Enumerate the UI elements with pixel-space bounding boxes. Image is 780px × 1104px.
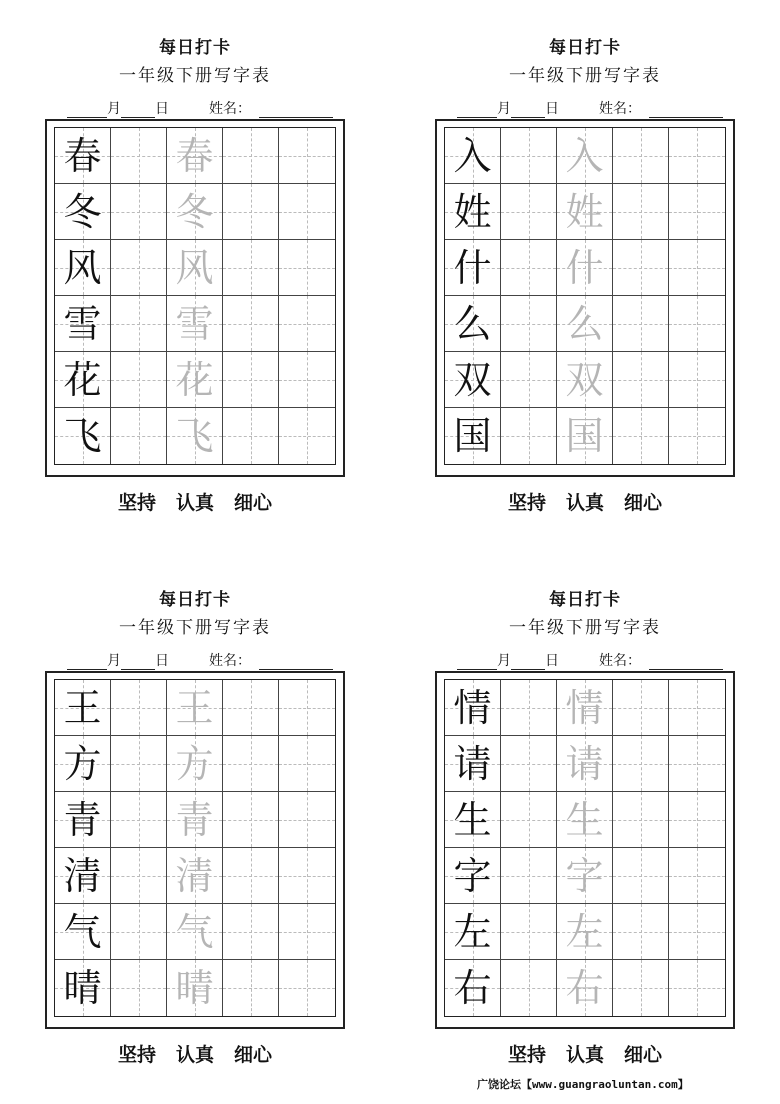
model-character: 右	[453, 966, 492, 1010]
trace-character: 清	[175, 853, 214, 898]
grid-cell	[55, 736, 111, 792]
date-name-line	[435, 650, 735, 670]
grid-cell[interactable]	[111, 408, 167, 464]
month-blank[interactable]	[67, 103, 107, 118]
grid-cell[interactable]	[501, 680, 557, 736]
model-character: 左	[453, 909, 492, 954]
grid-cell[interactable]	[613, 408, 669, 464]
grid-cell[interactable]	[223, 296, 279, 352]
trace-character: 王	[175, 685, 214, 730]
grid-cell[interactable]	[669, 792, 725, 848]
writing-grid-frame	[435, 671, 735, 1029]
grid-cell[interactable]	[167, 184, 223, 240]
grid-cell[interactable]	[557, 680, 613, 736]
trace-character: 飞	[175, 414, 214, 458]
grid-cell[interactable]	[111, 184, 167, 240]
trace-character: 国	[565, 414, 604, 458]
motto	[435, 488, 735, 515]
grid-cell[interactable]	[669, 240, 725, 296]
grid-cell[interactable]	[557, 184, 613, 240]
grid-cell[interactable]	[223, 904, 279, 960]
trace-character: 字	[565, 853, 604, 898]
grid-cell[interactable]	[223, 792, 279, 848]
name-label: 姓名：	[209, 653, 251, 669]
grid-cell	[55, 240, 111, 296]
motto-persist: 坚持	[507, 492, 546, 514]
model-character: 花	[63, 357, 102, 402]
model-character: 春	[63, 133, 102, 178]
motto-persist: 坚持	[117, 492, 156, 514]
grid-cell[interactable]	[557, 128, 613, 184]
grid-cell	[55, 792, 111, 848]
trace-character: 花	[175, 357, 214, 402]
grid-cell[interactable]	[613, 184, 669, 240]
grid-cell[interactable]	[279, 792, 335, 848]
model-character: 生	[453, 797, 492, 842]
grid-cell	[445, 240, 501, 296]
grid-cell	[445, 848, 501, 904]
model-character: 双	[453, 357, 492, 402]
writing-grid	[54, 127, 336, 465]
day-label: 日	[545, 101, 559, 117]
grid-cell[interactable]	[223, 128, 279, 184]
grid-cell[interactable]	[557, 960, 613, 1016]
day-label: 日	[155, 653, 169, 669]
grid-cell[interactable]	[501, 736, 557, 792]
grid-cell[interactable]	[167, 736, 223, 792]
grid-cell	[55, 184, 111, 240]
motto-careful: 细心	[624, 492, 663, 514]
trace-character: 什	[565, 245, 604, 290]
grid-cell[interactable]	[501, 240, 557, 296]
grid-cell	[55, 680, 111, 736]
motto-persist: 坚持	[117, 1044, 156, 1066]
day-blank[interactable]	[121, 103, 155, 118]
grid-cell[interactable]	[557, 904, 613, 960]
grid-cell	[445, 736, 501, 792]
month-blank[interactable]	[457, 655, 497, 670]
grid-cell[interactable]	[167, 240, 223, 296]
grid-cell[interactable]	[167, 904, 223, 960]
sheet-subtitle: 一年级下册写字表	[509, 618, 661, 638]
sheet-title: 每日打卡	[549, 590, 621, 610]
grid-cell[interactable]	[669, 352, 725, 408]
grid-cell	[55, 904, 111, 960]
grid-cell[interactable]	[223, 240, 279, 296]
grid-cell[interactable]	[167, 296, 223, 352]
trace-character: 晴	[175, 966, 214, 1010]
grid-cell[interactable]	[111, 848, 167, 904]
grid-cell	[445, 128, 501, 184]
sheet-subtitle: 一年级下册写字表	[119, 618, 271, 638]
grid-cell[interactable]	[613, 736, 669, 792]
trace-character: 姓	[565, 189, 604, 234]
model-character: 情	[453, 685, 492, 730]
grid-cell[interactable]	[557, 240, 613, 296]
grid-cell[interactable]	[613, 352, 669, 408]
trace-character: 风	[175, 245, 214, 290]
trace-character: 情	[565, 685, 604, 730]
grid-cell[interactable]	[669, 904, 725, 960]
day-blank[interactable]	[511, 103, 545, 118]
grid-cell	[55, 848, 111, 904]
grid-cell[interactable]	[279, 680, 335, 736]
writing-grid-frame	[45, 119, 345, 477]
trace-character: 么	[565, 301, 604, 346]
grid-cell[interactable]	[613, 904, 669, 960]
motto-earnest: 认真	[175, 492, 214, 514]
grid-cell[interactable]	[501, 848, 557, 904]
grid-cell[interactable]	[111, 680, 167, 736]
grid-cell	[445, 296, 501, 352]
sheet-title: 每日打卡	[159, 38, 231, 58]
grid-cell[interactable]	[669, 960, 725, 1016]
grid-cell[interactable]	[111, 904, 167, 960]
trace-character: 方	[175, 741, 214, 786]
grid-cell[interactable]	[279, 904, 335, 960]
grid-cell[interactable]	[501, 960, 557, 1016]
grid-cell[interactable]	[557, 352, 613, 408]
grid-cell	[55, 128, 111, 184]
model-character: 晴	[63, 966, 102, 1010]
grid-cell	[445, 352, 501, 408]
trace-character: 青	[175, 797, 214, 842]
grid-cell[interactable]	[111, 792, 167, 848]
motto-earnest: 认真	[175, 1044, 214, 1066]
grid-cell[interactable]	[669, 848, 725, 904]
grid-cell[interactable]	[223, 184, 279, 240]
grid-cell[interactable]	[613, 240, 669, 296]
writing-grid	[444, 127, 726, 465]
grid-cell[interactable]	[111, 352, 167, 408]
name-label: 姓名：	[209, 101, 251, 117]
trace-character: 左	[565, 909, 604, 954]
grid-cell	[445, 792, 501, 848]
grid-cell[interactable]	[501, 352, 557, 408]
grid-cell[interactable]	[279, 352, 335, 408]
sheet-title: 每日打卡	[159, 590, 231, 610]
grid-cell[interactable]	[111, 296, 167, 352]
model-character: 青	[63, 797, 102, 842]
motto-careful: 细心	[624, 1044, 663, 1066]
motto-earnest: 认真	[565, 1044, 604, 1066]
grid-cell[interactable]	[613, 960, 669, 1016]
model-character: 什	[453, 245, 492, 290]
grid-cell	[55, 352, 111, 408]
sheet-subtitle: 一年级下册写字表	[119, 66, 271, 86]
grid-cell[interactable]	[167, 848, 223, 904]
grid-cell[interactable]	[669, 184, 725, 240]
grid-cell[interactable]	[279, 240, 335, 296]
model-character: 请	[453, 741, 492, 786]
grid-cell[interactable]	[501, 296, 557, 352]
grid-cell[interactable]	[167, 352, 223, 408]
grid-cell	[55, 960, 111, 1016]
grid-cell[interactable]	[669, 408, 725, 464]
grid-cell[interactable]	[613, 792, 669, 848]
sheet-title: 每日打卡	[549, 38, 621, 58]
month-label: 月	[497, 101, 511, 117]
grid-cell[interactable]	[111, 736, 167, 792]
model-character: 字	[453, 853, 492, 898]
writing-grid	[444, 679, 726, 1017]
grid-cell[interactable]	[501, 408, 557, 464]
grid-cell[interactable]	[279, 184, 335, 240]
date-name-line	[45, 650, 345, 670]
motto-persist: 坚持	[507, 1044, 546, 1066]
grid-cell[interactable]	[557, 296, 613, 352]
grid-cell[interactable]	[669, 680, 725, 736]
grid-cell[interactable]	[669, 736, 725, 792]
month-label: 月	[107, 653, 121, 669]
grid-cell[interactable]	[557, 848, 613, 904]
model-character: 气	[63, 909, 102, 954]
grid-cell	[445, 960, 501, 1016]
month-blank[interactable]	[67, 655, 107, 670]
name-label: 姓名：	[599, 101, 641, 117]
motto	[435, 1040, 735, 1067]
trace-character: 冬	[175, 189, 214, 234]
grid-cell[interactable]	[613, 128, 669, 184]
trace-character: 气	[175, 909, 214, 954]
model-character: 么	[453, 301, 492, 346]
model-character: 清	[63, 853, 102, 898]
grid-cell[interactable]	[111, 240, 167, 296]
model-character: 方	[63, 741, 102, 786]
grid-cell[interactable]	[613, 848, 669, 904]
grid-cell[interactable]	[501, 792, 557, 848]
grid-cell[interactable]	[669, 128, 725, 184]
writing-grid-frame	[435, 119, 735, 477]
grid-cell	[445, 184, 501, 240]
trace-character: 生	[565, 797, 604, 842]
trace-character: 春	[175, 133, 214, 178]
grid-cell[interactable]	[223, 680, 279, 736]
grid-cell[interactable]	[167, 960, 223, 1016]
grid-cell[interactable]	[167, 408, 223, 464]
name-blank[interactable]	[259, 655, 333, 670]
model-character: 姓	[453, 189, 492, 234]
trace-character: 右	[565, 966, 604, 1010]
trace-character: 请	[565, 741, 604, 786]
day-blank[interactable]	[121, 655, 155, 670]
model-character: 国	[453, 414, 492, 458]
trace-character: 雪	[175, 301, 214, 346]
name-label: 姓名：	[599, 653, 641, 669]
grid-cell[interactable]	[279, 296, 335, 352]
grid-cell[interactable]	[613, 296, 669, 352]
writing-grid	[54, 679, 336, 1017]
grid-cell	[445, 680, 501, 736]
grid-cell	[55, 296, 111, 352]
name-blank[interactable]	[649, 655, 723, 670]
grid-cell[interactable]	[557, 408, 613, 464]
grid-cell[interactable]	[669, 296, 725, 352]
model-character: 冬	[63, 189, 102, 234]
grid-cell[interactable]	[501, 184, 557, 240]
model-character: 飞	[63, 414, 102, 458]
grid-cell[interactable]	[279, 848, 335, 904]
name-blank[interactable]	[649, 103, 723, 118]
motto-earnest: 认真	[565, 492, 604, 514]
grid-cell[interactable]	[223, 960, 279, 1016]
writing-grid-frame	[45, 671, 345, 1029]
grid-cell[interactable]	[557, 792, 613, 848]
grid-cell[interactable]	[167, 128, 223, 184]
grid-cell[interactable]	[501, 128, 557, 184]
grid-cell[interactable]	[279, 408, 335, 464]
grid-cell[interactable]	[167, 792, 223, 848]
motto	[45, 1040, 345, 1067]
grid-cell[interactable]	[111, 128, 167, 184]
grid-cell[interactable]	[223, 848, 279, 904]
trace-character: 入	[565, 133, 604, 178]
grid-cell[interactable]	[501, 904, 557, 960]
model-character: 入	[453, 133, 492, 178]
month-label: 月	[107, 101, 121, 117]
grid-cell[interactable]	[279, 128, 335, 184]
motto-careful: 细心	[234, 492, 273, 514]
grid-cell[interactable]	[111, 960, 167, 1016]
grid-cell	[445, 904, 501, 960]
date-name-line	[435, 98, 735, 118]
motto	[45, 488, 345, 515]
sheet-subtitle: 一年级下册写字表	[509, 66, 661, 86]
grid-cell[interactable]	[279, 736, 335, 792]
month-label: 月	[497, 653, 511, 669]
name-blank[interactable]	[259, 103, 333, 118]
grid-cell[interactable]	[223, 352, 279, 408]
day-label: 日	[545, 653, 559, 669]
grid-cell[interactable]	[613, 680, 669, 736]
trace-character: 双	[565, 357, 604, 402]
motto-careful: 细心	[234, 1044, 273, 1066]
model-character: 雪	[63, 301, 102, 346]
grid-cell[interactable]	[223, 408, 279, 464]
footer-source: 广饶论坛【www.guangraoluntan.com】	[477, 1078, 689, 1091]
grid-cell	[445, 408, 501, 464]
date-name-line	[45, 98, 345, 118]
day-blank[interactable]	[511, 655, 545, 670]
grid-cell	[55, 408, 111, 464]
model-character: 王	[63, 685, 102, 730]
grid-cell[interactable]	[223, 736, 279, 792]
grid-cell[interactable]	[557, 736, 613, 792]
grid-cell[interactable]	[167, 680, 223, 736]
day-label: 日	[155, 101, 169, 117]
grid-cell[interactable]	[279, 960, 335, 1016]
model-character: 风	[63, 245, 102, 290]
month-blank[interactable]	[457, 103, 497, 118]
